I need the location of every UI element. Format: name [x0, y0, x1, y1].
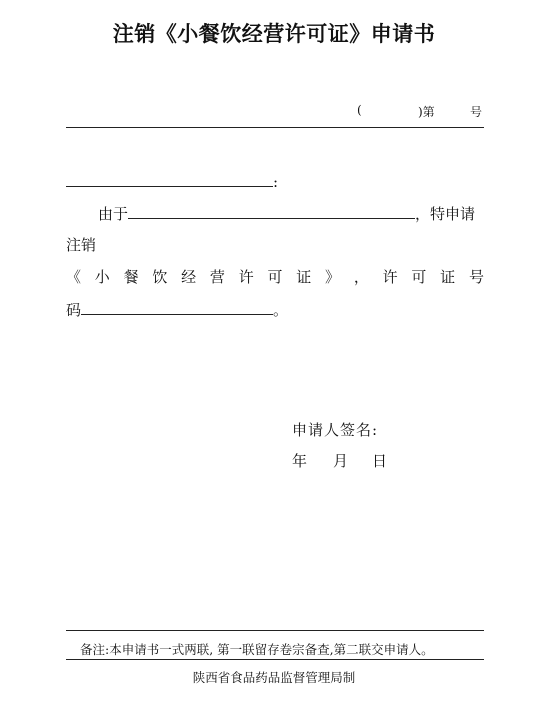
addressee-colon: : [273, 173, 279, 191]
date-year: 年 [292, 452, 308, 470]
license-char: 餐 [123, 268, 139, 286]
license-char: 许 [382, 268, 398, 286]
license-char: 》 [325, 268, 341, 286]
license-char: 证 [440, 268, 456, 286]
footer-divider-top [66, 630, 484, 631]
license-char: 小 [94, 268, 110, 286]
footer-divider-bottom [66, 659, 484, 660]
reason-line-2: 注销 [66, 236, 97, 254]
license-char: 可 [267, 268, 283, 286]
license-number-line [66, 298, 288, 320]
license-char: 饮 [152, 268, 168, 286]
reason-blank [128, 202, 415, 219]
header-divider [66, 127, 484, 128]
license-number-prefix: 码 [66, 301, 82, 319]
addressee-blank [66, 170, 273, 187]
reason-suffix: ，特申请 [415, 205, 476, 223]
footer-org: 陕西省食品药品监督管理局制 [192, 670, 356, 685]
number-hao: 号 [470, 105, 483, 119]
license-number-suffix: 。 [273, 301, 289, 319]
number-close-paren-di: )第 [418, 105, 435, 119]
page-title: 注销《小餐饮经营许可证》申请书 [112, 22, 436, 46]
reason-line-1 [98, 202, 475, 224]
license-char: 可 [411, 268, 427, 286]
reason-prefix: 由于 [98, 205, 129, 223]
license-char: 号 [468, 268, 484, 286]
license-char: ， [353, 268, 369, 286]
license-char: 营 [209, 268, 225, 286]
license-char: 经 [181, 268, 197, 286]
date-day: 日 [372, 452, 388, 470]
signature-label: 申请人签名: [292, 421, 379, 439]
license-char: 许 [238, 268, 254, 286]
number-open-paren: ( [357, 103, 362, 117]
license-line [66, 266, 484, 287]
license-char: 《 [66, 268, 82, 286]
license-number-blank [81, 298, 273, 315]
footer-note: 备注:本申请书一式两联, 第一联留存卷宗备查,第二联交申请人。 [80, 642, 434, 657]
date-month: 月 [333, 452, 349, 470]
addressee-line [66, 170, 278, 191]
license-char: 证 [296, 268, 312, 286]
